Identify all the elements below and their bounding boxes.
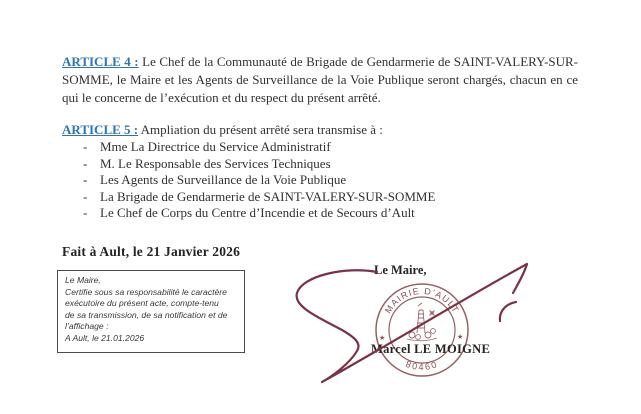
- list-item-text: Les Agents de Surveillance de la Voie Publique: [100, 172, 347, 188]
- list-dash: -: [83, 155, 88, 171]
- list-item: [62, 172, 578, 189]
- signature-stroke: [297, 264, 527, 382]
- list-item: [62, 156, 578, 173]
- list-item-text: Le Chef de Corps du Centre d’Incendie et de Secours d’Ault: [100, 205, 415, 221]
- list-dash: -: [83, 188, 88, 204]
- list-item: [62, 139, 578, 156]
- certification-line: de sa transmission, de sa notification et de: [65, 309, 228, 320]
- certification-line: exécutoire du présent acte, compte-tenu: [65, 298, 219, 309]
- article5-paragraph: [62, 121, 578, 222]
- list-dash: -: [83, 139, 88, 154]
- list-item: [62, 189, 578, 206]
- handwritten-signature: [280, 252, 540, 392]
- article5-heading: ARTICLE 5 :: [62, 122, 139, 137]
- signature-title: Le Maire,: [374, 263, 427, 277]
- article4-paragraph: [62, 53, 578, 107]
- date-line: Fait à Ault, le 21 Janvier 2026: [62, 244, 241, 259]
- stamp-top-text: MAIRIE D’AULT: [382, 285, 462, 316]
- list-item-text: M. Le Responsable des Services Techniques: [100, 155, 331, 171]
- signature-flourish: [500, 302, 516, 321]
- list-dash: -: [83, 172, 88, 188]
- article5-heading-line: [62, 121, 578, 138]
- certification-line: l’affichage :: [65, 321, 109, 332]
- article5-text: Ampliation du présent arrêté sera transmise à :: [140, 122, 383, 137]
- certification-line: A Ault, le 21.01.2026: [65, 332, 145, 343]
- signatory-name: Marcel LE MOIGNE: [371, 342, 491, 356]
- transmission-list: [62, 139, 578, 222]
- list-item: [62, 205, 578, 222]
- article4-heading: ARTICLE 4 :: [62, 54, 139, 69]
- list-item-text: La Brigade de Gendarmerie de SAINT-VALERY-SUR-SOMME: [100, 188, 436, 204]
- certification-box: [57, 270, 245, 353]
- star-icon: ★: [379, 334, 386, 342]
- certification-line: Certifie sous sa responsabilité le caractère: [65, 286, 227, 297]
- article4-text: Le Chef de la Communauté de Brigade de Gendarmerie de SAINT-VALERY-SUR-SOMME, le Maire et les Agents de Surveillance de la Voie Publique seront chargés, chacun en ce qui le concerne de l’exécution et du respect du présent arrêté.: [62, 54, 579, 105]
- star-icon: ★: [457, 333, 464, 341]
- list-item-text: Mme La Directrice du Service Administratif: [100, 139, 331, 154]
- list-dash: -: [83, 205, 88, 221]
- stamp-bottom-text: 80460: [404, 358, 440, 372]
- certification-line: Le Maire,: [65, 275, 101, 285]
